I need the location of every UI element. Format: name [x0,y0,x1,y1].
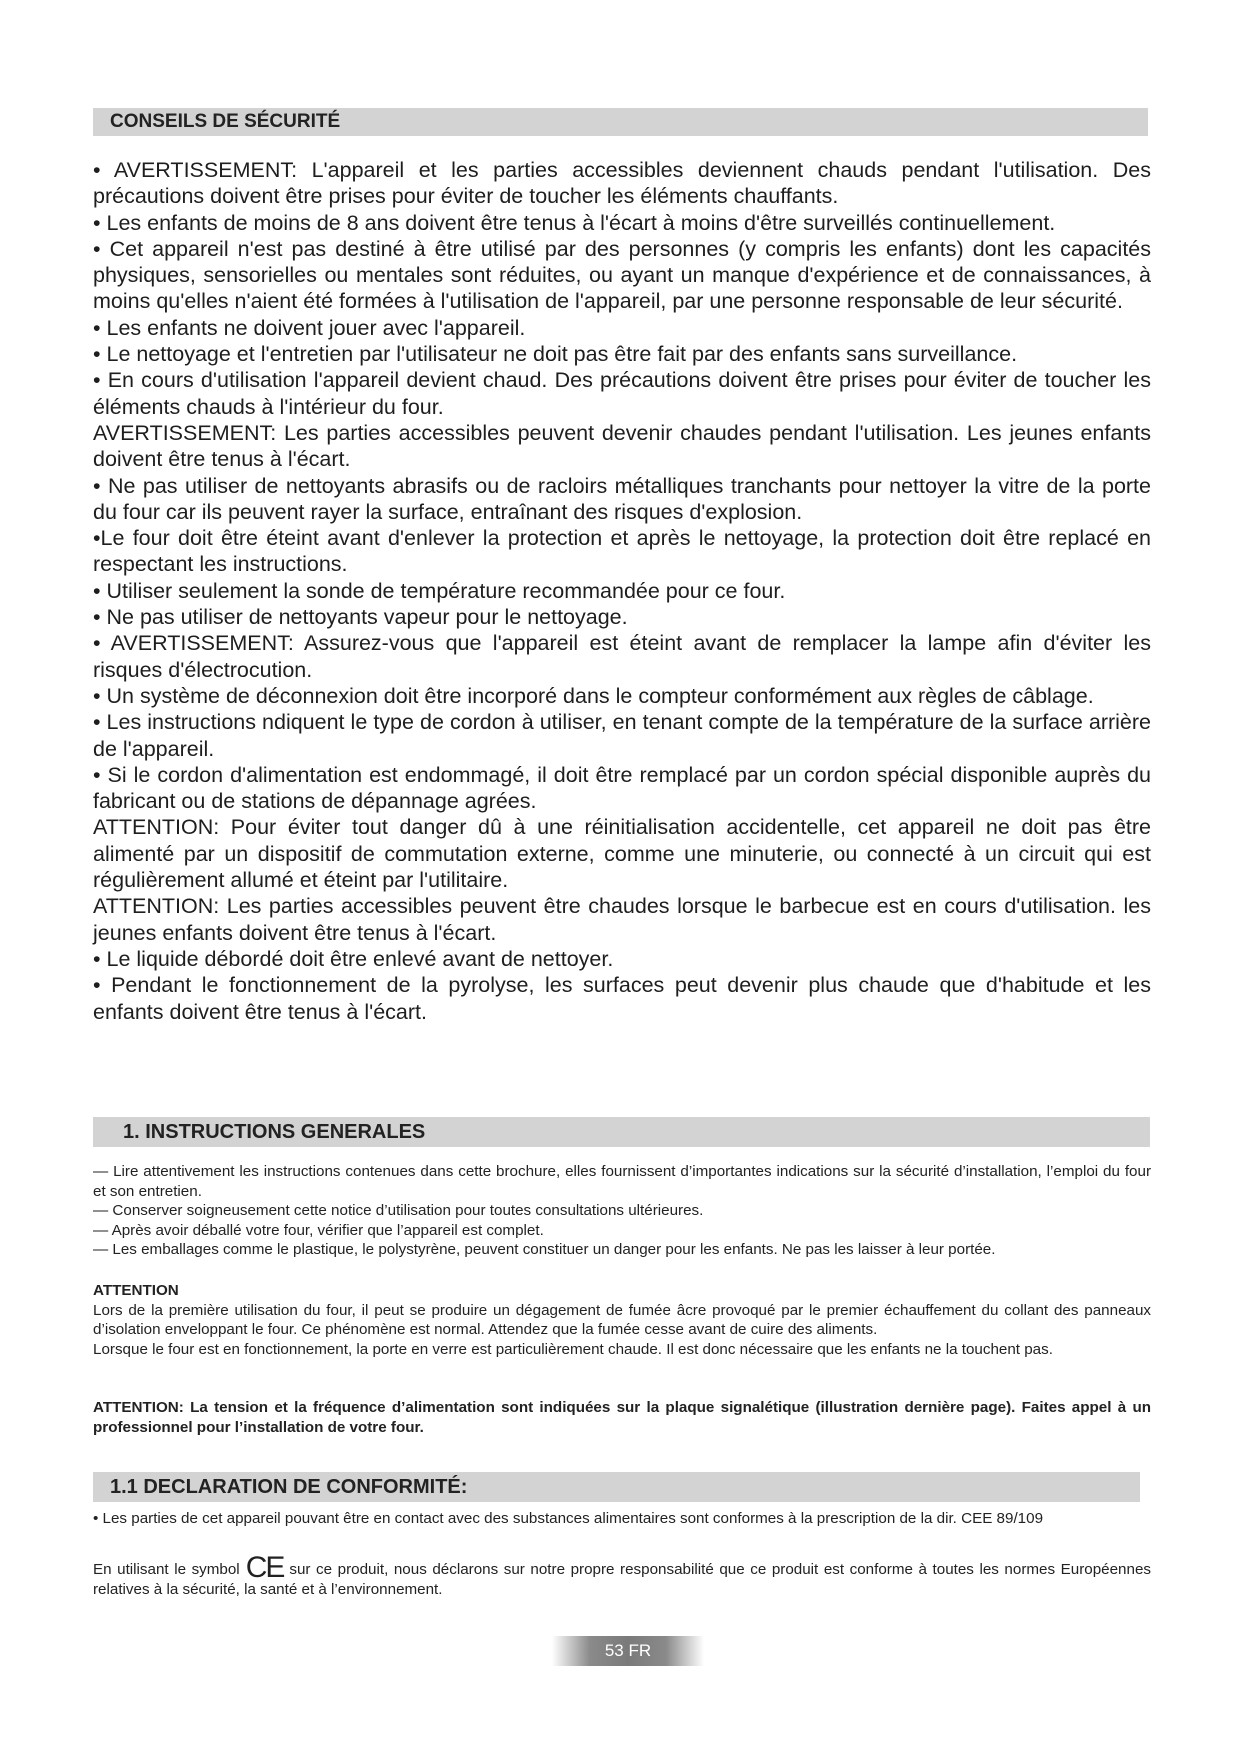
list-item: — Après avoir déballé votre four, vérifier que l’appareil est complet. [93,1221,544,1239]
paragraph: • En cours d'utilisation l'appareil devient chaud. Des précautions doivent être prises pour éviter de toucher les éléments chauds à l'intérieur du four. [93,368,1151,419]
paragraph: • Le liquide débordé doit être enlevé avant de nettoyer. [93,946,614,971]
paragraph: ATTENTION: Les parties accessibles peuvent être chaudes lorsque le barbecue est en cours d'utilisation. les jeunes enfants doivent être tenus à l'écart. [93,894,1151,945]
attention-line: Lors de la première utilisation du four, il peut se produire un dégagement de fumée âcre provoqué par le premier échauffement du collant des panneaux d’isolation enveloppant le four. Ce phénomène est normal. Attendez que la fumée cesse avant de cuire des aliments. [93,1301,1151,1338]
safety-text [93,157,1151,1025]
attention-voltage-note [93,1398,1151,1437]
paragraph: • Le nettoyage et l'entretien par l'utilisateur ne doit pas être fait par des enfants sans surveillance. [93,342,1018,367]
section-title-conformity: 1.1 DECLARATION DE CONFORMITÉ: [93,1472,1140,1502]
ce-mark-icon: CE [245,1551,284,1584]
general-instructions-list [93,1162,1151,1260]
paragraph: • Utiliser seulement la sonde de température recommandée pour ce four. [93,578,786,603]
paragraph: • Si le cordon d'alimentation est endommagé, il doit être remplacé par un cordon spécial disponible auprès du fabricant ou de stations de dépannage agrées. [93,762,1151,814]
paragraph: • Les enfants ne doivent jouer avec l'appareil. [93,315,526,340]
ce-declaration [93,1551,1151,1599]
attention-bold-text: ATTENTION: La tension et la fréquence d’alimentation sont indiquées sur la plaque signalétique (illustration dernière page). Faites appel à un professionnel pour l’installation de votre four. [93,1399,1151,1436]
paragraph: • Cet appareil n'est pas destiné à être utilisé par des personnes (y compris les enfants) dont les capacités physiques, sensorielles ou mentales sont réduites, ou ayant un manque d'expérience et de connaissances, à moins qu'elles n'aient été formées à l'utilisation de l'appareil, par une personne responsable de leur sécurité. [93,236,1151,314]
page-number: 53 FR [552,1636,704,1666]
list-item: — Les emballages comme le plastique, le polystyrène, peuvent constituer un danger pour les enfants. Ne pas les laisser à leur portée. [93,1241,996,1258]
ce-text-after: sur ce produit, nous déclarons sur notre propre responsabilité que ce produit est conforme à toutes les normes Européennes relatives à la sécurité, la santé et à l’environnement. [93,1561,1151,1598]
paragraph: AVERTISSEMENT: Les parties accessibles peuvent devenir chaudes pendant l'utilisation. Les jeunes enfants doivent être tenus à l'écart. [93,420,1151,472]
section-title-safety: CONSEILS DE SÉCURITÉ [93,108,1148,136]
paragraph: • AVERTISSEMENT: Assurez-vous que l'appareil est éteint avant de remplacer la lampe afin d'éviter les risques d'électrocution. [93,631,1151,682]
paragraph [93,1551,1151,1599]
paragraph: • Un système de déconnexion doit être incorporé dans le compteur conformément aux règles de câblage. [93,683,1094,708]
paragraph: • Ne pas utiliser de nettoyants abrasifs ou de racloirs métalliques tranchants pour nettoyer la vitre de la porte du four car ils peuvent rayer la surface, entraînant des risques d'explosion. [93,473,1151,524]
paragraph: • Les instructions ndiquent le type de cordon à utiliser, en tenant compte de la température de la surface arrière de l'appareil. [93,710,1151,761]
paragraph: •Le four doit être éteint avant d'enlever la protection et après le nettoyage, la protection doit être replacé en respectant les instructions. [93,526,1151,577]
paragraph: • Pendant le fonctionnement de la pyrolyse, les surfaces peut devenir plus chaude que d'habitude et les enfants doivent être tenus à l'écart. [93,973,1151,1024]
list-item: — Conserver soigneusement cette notice d’utilisation pour toutes consultations ultérieures. [93,1202,704,1219]
attention-block [93,1281,1151,1359]
attention-title: ATTENTION [93,1282,179,1299]
paragraph: • Les enfants de moins de 8 ans doivent être tenus à l'écart à moins d'être surveillés continuellement. [93,210,1056,235]
ce-text-before: En utilisant le symbol [93,1561,240,1578]
list-item: — Lire attentivement les instructions contenues dans cette brochure, elles fournissent d’importantes indications sur la sécurité d’installation, l’emploi du four et son entretien. [93,1163,1151,1200]
attention-line: Lorsque le four est en fonctionnement, la porte en verre est particulièrement chaude. Il est donc nécessaire que les enfants ne la touchent pas. [93,1340,1053,1358]
paragraph: • AVERTISSEMENT: L'appareil et les parties accessibles deviennent chauds pendant l'utilisation. Des précautions doivent être prises pour éviter de toucher les éléments chauffants. [93,158,1151,209]
paragraph: ATTENTION: Pour éviter tout danger dû à une réinitialisation accidentelle, cet appareil ne doit pas être alimenté par un dispositif de commutation externe, comme une minuterie, ou connecté à un circuit qui est régulièrement allumé et éteint par l'utilitaire. [93,815,1151,893]
conformity-paragraph [93,1509,1151,1529]
paragraph: • Ne pas utiliser de nettoyants vapeur pour le nettoyage. [93,605,628,630]
section-title-general: 1. INSTRUCTIONS GENERALES [93,1117,1150,1147]
paragraph: • Les parties de cet appareil pouvant être en contact avec des substances alimentaires sont conformes à la prescription de la dir. CEE 89/109 [93,1510,1044,1527]
